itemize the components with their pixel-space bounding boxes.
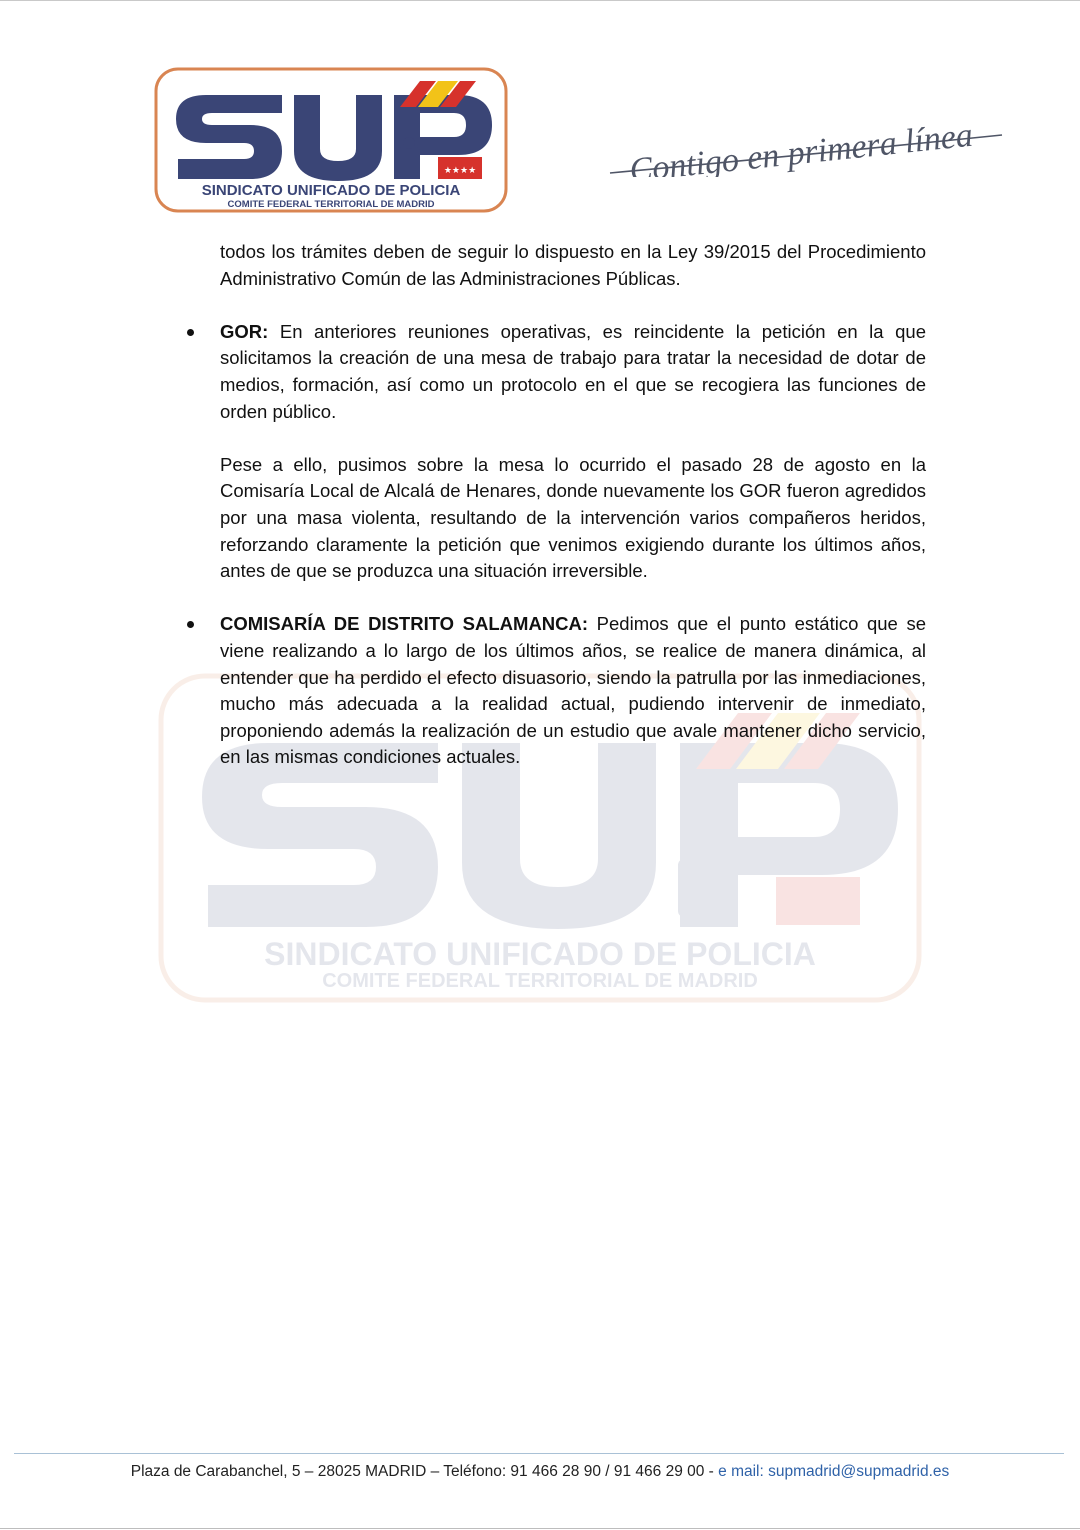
gor-lead: GOR: xyxy=(220,320,269,342)
intro-paragraph: todos los trámites deben de seguir lo dispuesto en la Ley 39/2015 del Procedimiento Administrativo Común de las Administraciones Públicas. xyxy=(220,241,926,289)
watermark-name: SINDICATO UNIFICADO DE POLICIA xyxy=(264,936,816,972)
salamanca-text: Pedimos que el punto estático que se viene realizando a lo largo de los últimos años, se realice de manera dinámica, al entender que ha perdido el efecto disuasorio, siendo la patrulla por las inmediaciones, mucho más adecuada a la realidad actual, pudiendo intervenir de inmediato, proponiendo además la realización de un estudio que avale mantener dicho servicio, en las mismas condiciones actuales. xyxy=(220,613,926,768)
document-body xyxy=(220,239,926,771)
sup-logo xyxy=(154,67,508,213)
footer xyxy=(0,1463,1080,1481)
salamanca-lead: COMISARÍA DE DISTRITO SALAMANCA: xyxy=(220,613,589,635)
footer-address: Plaza de Carabanchel, 5 – 28025 MADRID – Teléfono: 91 466 28 90 / 91 466 29 00 - xyxy=(130,1463,719,1480)
page-bottom-edge xyxy=(0,1528,1080,1529)
bullet-item-gor xyxy=(220,319,926,585)
bullet-icon xyxy=(187,329,194,336)
salamanca-paragraph xyxy=(220,611,926,771)
footer-email[interactable]: e mail: supmadrid@supmadrid.es xyxy=(718,1463,950,1480)
svg-text:★★★★: ★★★★ xyxy=(443,166,477,176)
watermark-subtitle: COMITE FEDERAL TERRITORIAL DE MADRID xyxy=(322,970,758,992)
logo-subtitle: COMITE FEDERAL TERRITORIAL DE MADRID xyxy=(227,199,435,210)
bullet-icon xyxy=(187,621,194,628)
footer-divider xyxy=(14,1453,1064,1454)
bullet-item-salamanca xyxy=(220,611,926,771)
gor-extra-paragraph: Pese a ello, pusimos sobre la mesa lo ocurrido el pasado 28 de agosto en la Comisaría Local de Alcalá de Henares, donde nuevamente los GOR fueron agredidos por una masa violenta, resultando de la intervención varios compañeros heridos, reforzando claramente la petición que venimos exigiendo durante los últimos años, antes de que se produzca una situación irreversible. xyxy=(220,453,926,582)
gor-paragraph xyxy=(220,319,926,425)
tagline-text: Contigo en primera línea xyxy=(627,116,975,177)
gor-text: En anteriores reuniones operativas, es reincidente la petición en la que solicitamos la creación de una mesa de trabajo para tratar la necesidad de dotar de medios, formación, así como un protocolo en el que se recogiera las funciones de orden público. xyxy=(220,320,926,422)
tagline xyxy=(606,97,1006,177)
logo-name: SINDICATO UNIFICADO DE POLICIA xyxy=(201,182,461,199)
